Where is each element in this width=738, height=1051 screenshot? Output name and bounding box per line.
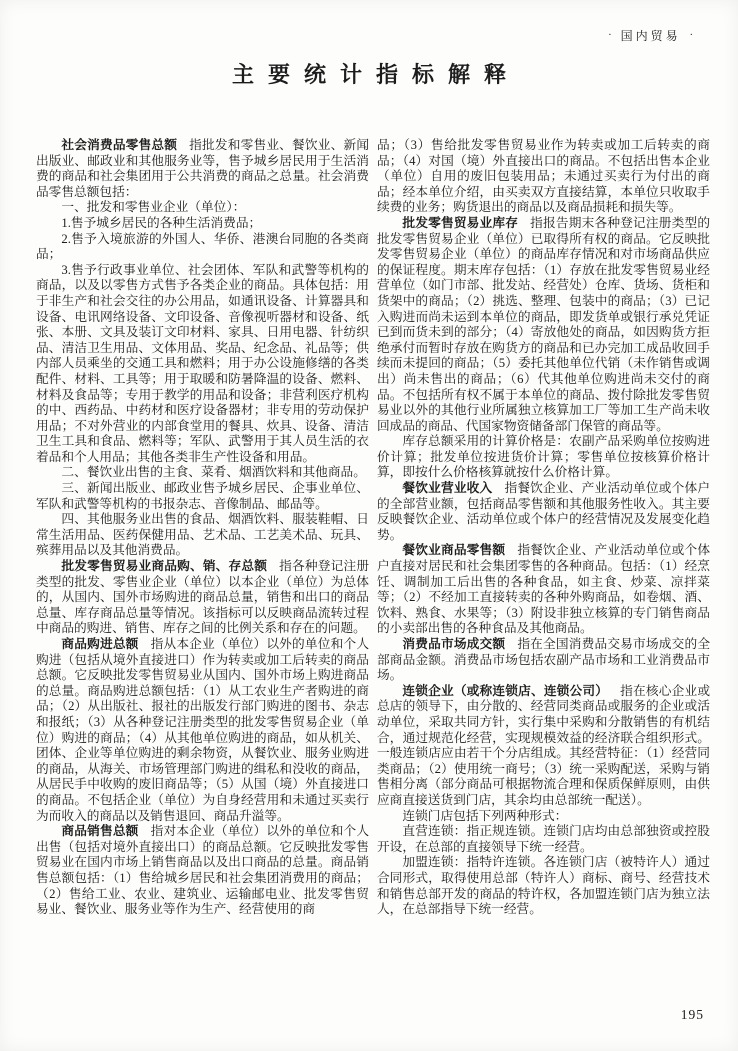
paragraph-text: 指从本企业（单位）以外的单位和个人购进（包括从境外直接进口）作为转卖或加工后转卖的商品总额。它反映批发零售贸易业从国内、国外市场上购进商品的总量。商品购进总额包括：（1）从工农业生产者购进的商品；（2）从出版社、报社的出版发行部门购进的图书、杂志和报纸；（3）从各种登记注册类型的批发零售贸易企业（单位）购进的商品；（4）从其他单位购进的商品，如从机关、团体、企业等单位购进的剩余物资，从餐饮业、服务业购进的商品，从海关、市场管理部门购进的缉私和没收的商品，从居民手中收购的废旧商品等；（5）从国（境）外直接进口的商品。不包括企业（单位）为自身经营用和未通过买卖行为而收入的商品以及销售退回、商品升溢等。 — [36, 637, 370, 823]
paragraph — [36, 559, 369, 637]
paragraph — [36, 465, 369, 481]
page-title: 主要统计指标解释 — [231, 62, 520, 87]
paragraph — [377, 637, 710, 684]
paragraph-text: 指餐饮企业、产业活动单位或个体户的全部营业额，包括商品零售额和其他服务性收入。其主要反映餐饮企业、活动单位或个体户的经营情况及发展变化趋势。 — [377, 481, 711, 542]
paragraph-text: 指报告期末各种登记注册类型的批发零售贸易企业（单位）已取得所有权的商品。它反映批发零售贸易企业（单位）的商品库存情况和对市场商品供应的保证程度。期末库存包括：（1）存放在批发零售贸易业经营单位（如门市部、批发站、经营处）仓库、货场、货柜和货架中的商品；（2）挑选、整理、包装中的商品；（3）已记入购进而尚未运到本单位的商品，即发货单或银行承兑凭证已到而货未到的部分；（4）寄放他处的商品，如因购货方拒绝承付而暂时存放在购货方的商品和已办完加工成品收回手续而未提回的商品；（5）委托其他单位代销（未作销售或调出）尚未售出的商品；（6）代其他单位购进尚未交付的商品。不包括所有权不属于本单位的商品、拨付除批发零售贸易业以外的其他行业所属独立核算加工厂等加工生产尚未收回成品的商品、代国家物资储备部门保管的商品等。 — [377, 215, 711, 433]
paragraph — [377, 434, 710, 481]
corner-tag-label: 国内贸易 — [620, 29, 681, 43]
paragraph — [377, 216, 710, 434]
column-right — [377, 138, 710, 918]
paragraph — [36, 512, 369, 559]
paragraph — [36, 232, 369, 263]
corner-dot-right: · — [689, 30, 693, 41]
paragraph-text: 3.售予行政事业单位、社会团体、军队和武警等机构的商品，以及以零售方式售予各类企业的商品。具体包括：用于非生产和社会交往的办公用品，如通讯设备、计算器具和设备、电讯网络设备、文印设备、音像视听器材和设备、纸张、本册、文具及装订文印材料、家具、日用电器、针纺织品、清洁卫生用品、文体用品、奖品、纪念品、礼品等；供内部人员乘坐的交通工具和燃料；用于办公设施修缮的各类配件、材料、工具等；用于取暖和防暑降温的设备、燃料、材料及食品等；专用于教学的用品和设备；非营利医疗机构的中、西药品、中药材和医疗设备器材；非专用的劳动保护用品；不对外营业的内部食堂用的餐具、炊具、设备、清洁卫生工具和食品、燃料等；军队、武警用于其人员生活的衣着品和个人用品；其他各类非生产性设备和用品。 — [36, 262, 369, 464]
indicator-term: 餐饮业营业收入 — [402, 481, 493, 496]
indicator-term: 社会消费品零售总额 — [61, 138, 178, 152]
column-left — [36, 138, 369, 918]
indicator-term: 餐饮业商品零售额 — [402, 543, 506, 558]
paragraph — [377, 138, 710, 216]
paragraph-text: 直营连锁：指正规连锁。连锁门店均由总部独资或控股开设，在总部的直接领导下统一经营。 — [377, 824, 710, 854]
paragraph — [36, 637, 369, 824]
paragraph-text: 一、批发和零售业企业（单位）： — [61, 200, 246, 215]
paragraph — [36, 216, 369, 232]
paragraph-text: 指批发和零售业、餐饮业、新闻出版业、邮政业和其他服务业等，售予城乡居民用于生活消费的商品和社会集团用于公共消费的商品之总量。社会消费品零售总额包括： — [36, 138, 370, 199]
indicator-term: 商品销售总额 — [61, 824, 139, 839]
indicator-term: 连锁企业（或称连锁店、连锁公司） — [402, 683, 609, 698]
paragraph — [377, 543, 710, 637]
paragraph-text: 指在核心企业或总店的领导下，由分散的、经营同类商品或服务的企业或活动单位，采取共同方针，实行集中采购和分散销售的有机结合，通过规范化经营，实现规模效益的经济联合组织形式。一般连锁店应由若干个分店组成。其经营特征：（1）经营同类商品；（2）使用统一商号；（3）统一采购配送，采购与销售相分离（部分商品可根据物流合理和保质保鲜原则，由供应商直接送货到门店，其余均由总部统一配送）。 — [377, 683, 711, 807]
indicator-term: 消费品市场成交额 — [402, 637, 506, 651]
paragraph — [377, 855, 710, 917]
paragraph-text: 连锁门店包括下列两种形式： — [402, 808, 568, 823]
paragraph — [36, 824, 369, 918]
paragraph-text: 品；（3）售给批发零售贸易业作为转卖或加工后转卖的商品；（4）对国（境）外直接出口的商品。不包括出售本企业（单位）自用的废旧包装用品；未通过买卖行为付出的商品；经本单位介绍，由买卖双方直接结算，本单位只收取手续费的业务；购货退出的商品以及商品损耗和损失等。 — [377, 138, 710, 215]
paragraph — [377, 481, 710, 543]
paragraph — [377, 824, 710, 855]
paragraph-text: 库存总额采用的计算价格是：农副产品采购单位按购进价计算；批发单位按进货价计算；零售单位按核算价格计算，即按什么价格核算就按什么价格计算。 — [377, 434, 710, 480]
paragraph — [377, 809, 710, 825]
indicator-term: 商品购进总额 — [61, 637, 139, 651]
indicator-term: 批发零售贸易业商品购、销、存总额 — [61, 559, 268, 574]
paragraph-text: 四、其他服务业出售的食品、烟酒饮料、服装鞋帽、日常生活用品、医药保健用品、艺术品、工艺美术品、玩具、殡葬用品以及其他消费品。 — [36, 512, 369, 558]
paragraph — [36, 138, 369, 200]
paragraph-text: 指餐饮企业、产业活动单位或个体户直接对居民和社会集团零售的各种商品。包括：（1）经烹饪、调制加工后出售的各种食品，如主食、炒菜、凉拌菜等；（2）不经加工直接转卖的各种外购商品，如卷烟、酒、饮料、熟食、水果等；（3）附设非独立核算的专门销售商品的小卖部出售的各种食品及其他商品。 — [377, 543, 711, 636]
paragraph-text: 指在全国消费品交易市场成交的全部商品金额。消费品市场包括农副产品市场和工业消费品市场。 — [377, 637, 711, 683]
paragraph-text: 1.售予城乡居民的各种生活消费品； — [61, 215, 262, 230]
paragraph — [36, 263, 369, 466]
paragraph-text: 指各种登记注册类型的批发、零售业企业（单位）以本企业（单位）为总体的，从国内、国外市场购进的商品总量，销售和出口的商品总量、库存商品总量等情况。该指标可以反映商品流转过程中商品的购进、销售、库存之间的比例关系和存在的问题。 — [36, 559, 370, 636]
section-corner-tag — [599, 27, 702, 44]
paragraph-text: 2.售予入境旅游的外国人、华侨、港澳台同胞的各类商品； — [36, 231, 369, 262]
paragraph-text: 二、餐饮业出售的主食、菜肴、烟酒饮料和其他商品。 — [61, 465, 366, 480]
paragraph — [377, 684, 710, 809]
page-number: 195 — [680, 1007, 704, 1022]
corner-dot-left: · — [608, 30, 612, 41]
paragraph — [36, 481, 369, 512]
paragraph-text: 加盟连锁：指特许连锁。各连锁门店（被特许人）通过合同形式，取得使用总部（特许人）商标、商号、经营技术和销售总部开发的商品的特许权，各加盟连锁门店为独立法人，在总部指导下统一经营。 — [377, 855, 710, 917]
paragraph — [36, 200, 369, 216]
text-columns — [36, 138, 710, 918]
paragraph-text: 指对本企业（单位）以外的单位和个人出售（包括对境外直接出口）的商品总额。它反映批发零售贸易业在国内市场上销售商品以及出口商品的总量。商品销售总额包括：（1）售给城乡居民和社会集团消费用的商品；（2）售给工业、农业、建筑业、运输邮电业、批发零售贸易业、餐饮业、服务业等作为生产、经营使用的商 — [36, 824, 370, 917]
indicator-term: 批发零售贸易业库存 — [402, 215, 519, 230]
paragraph-text: 三、新闻出版业、邮政业售予城乡居民、企事业单位、军队和武警等机构的书报杂志、音像制品、邮品等。 — [36, 481, 369, 511]
